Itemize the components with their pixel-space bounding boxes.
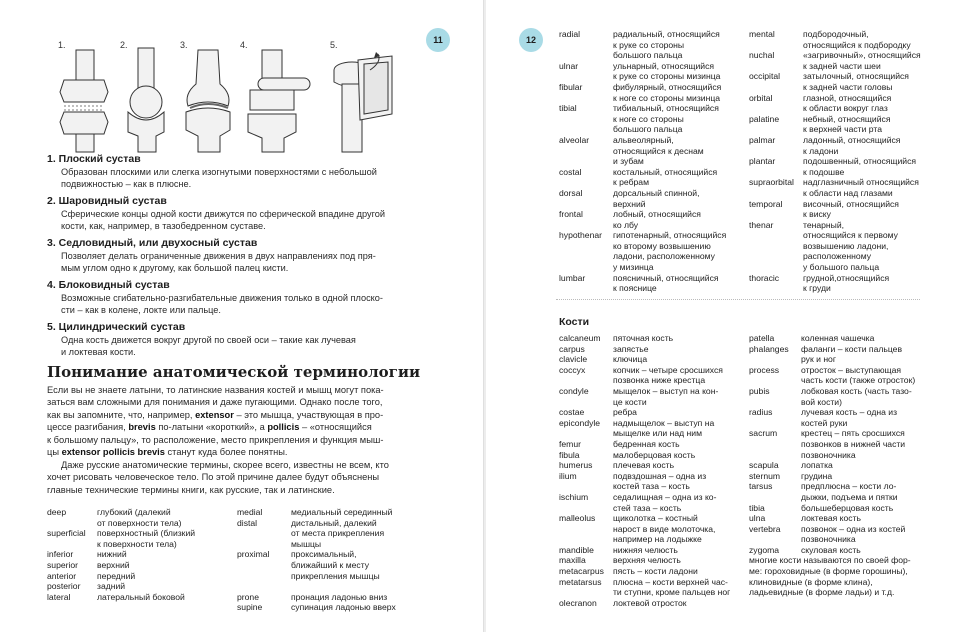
page-number-left: 11 [426, 28, 450, 52]
term-row [47, 560, 232, 571]
term-latin: temporal [749, 198, 783, 209]
term-definition: пронация ладонью вниз [291, 591, 388, 602]
term-pollicis: pollicis [267, 422, 300, 433]
term-latin: carpus [559, 343, 585, 354]
term-row [47, 507, 232, 528]
term-latin: zygoma [749, 544, 780, 555]
term-definition: малоберцовая кость [613, 449, 696, 460]
term-brevis: brevis [128, 422, 156, 433]
term-latin: condyle [559, 385, 589, 396]
term-definition: щиколотка – костный нарост в виде молоточка, например на лодыжке [613, 513, 716, 545]
term-latin: calcaneum [559, 333, 601, 343]
term-definition: задний [97, 581, 126, 592]
term-row [559, 577, 744, 598]
term-definition: копчик – четыре сросшихся позвонка ниже крестца [613, 364, 723, 386]
term-row [237, 602, 427, 613]
term-row [237, 549, 427, 581]
term-definition: лобковая кость (часть тазо- вой кости) [801, 385, 912, 407]
term-row [749, 386, 929, 407]
second-paragraph: Даже русские анатомические термины, скорее всего, известны не всем, кто хочет рисовать человеческое тело. По этой причине далее будут объяснены главные технические термины книги, как русские, так и латинские. [47, 460, 389, 495]
term-definition: ульнарный, относящийся к руке со стороны мизинца [613, 60, 721, 82]
term-latin: distal [237, 517, 258, 528]
joint-item [47, 194, 417, 232]
term-definition: нижний [97, 549, 127, 560]
intro-paragraph: Если вы не знаете латыни, то латинские названия костей и мышц могут пока- заться вам сложными для понимания и даже пугающими. Однако после того, как вы запомните, что, например, extensor – это мышца, участвующая в про- цессе разгибания, brevis по-латыни «короткий», а pollicis – «относящийся к большому пальцу», то расположение, место прикрепления и функция мыш- цы extensor pollicis brevis станут куда более понятны. [47, 385, 384, 458]
term-row [749, 344, 929, 365]
term-definition: гипотенарный, относящийся ко второму возвышению ладони, расположенному у мизинца [613, 230, 727, 273]
term-latin: orbital [749, 92, 773, 103]
term-row [749, 29, 924, 50]
term-latin: hypothenar [559, 230, 603, 241]
term-latin: metacarpus [559, 566, 604, 577]
left-page [0, 0, 484, 632]
saddle-joint-illustration [180, 40, 240, 155]
joint-description: Сферические концы одной кости движутся по сферической впадине другой кости, как, например, в тазобедренном суставе. [61, 209, 385, 231]
section-heading-terminology: Понимание анатомической терминологии [47, 363, 421, 381]
term-row [559, 135, 744, 167]
term-row [749, 135, 924, 156]
joint-title: 3. Седловидный, или двухосный сустав [47, 237, 258, 249]
term-row [559, 598, 744, 609]
term-definition: поясничный, относящийся к пояснице [613, 272, 719, 294]
term-row [559, 354, 744, 365]
term-latin: fibula [559, 449, 580, 460]
term-row [559, 418, 744, 439]
term-definition: костальный, относящийся к ребрам [613, 166, 718, 188]
figure-saddle-joint: 3. [180, 40, 240, 155]
figure-pivot-joint: 5. [330, 40, 400, 155]
term-definition: локтевая кость [801, 513, 862, 524]
term-definition: супинация ладонью вверх [291, 602, 396, 613]
term-latin: malleolus [559, 513, 596, 524]
term-definition: «загривочный», относящийся к задней части шеи [803, 50, 921, 71]
figure-plane-joint: 1. [58, 40, 113, 155]
term-latin: pubis [749, 385, 770, 396]
term-definition: плечевая кость [613, 460, 675, 471]
term-row [749, 513, 929, 524]
term-definition: надмыщелок – выступ на мыщелке или над ним [613, 417, 715, 439]
term-latin: deep [47, 507, 67, 517]
term-definition: дорсальный спинной, верхний [613, 187, 700, 209]
term-definition: верхняя челюсть [613, 555, 681, 566]
joint-item [47, 236, 417, 274]
term-row [559, 82, 744, 103]
figure-ball-joint: 2. [120, 40, 175, 155]
term-row [749, 50, 924, 71]
term-latin: palatine [749, 113, 780, 124]
term-definition: поверхностный (близкий к поверхности тела) [97, 528, 196, 549]
term-definition: большеберцовая кость [801, 502, 894, 513]
term-definition: лобный, относящийся ко лбу [613, 209, 701, 230]
term-latin: ischium [559, 491, 589, 502]
term-definition: лопатка [801, 460, 833, 471]
term-latin: prone [237, 591, 259, 602]
term-definition: глубокий (далекий от поверхности тела) [97, 507, 182, 528]
term-row [47, 592, 232, 603]
term-row [749, 503, 929, 514]
term-definition: передний [97, 570, 136, 581]
joint-description: Позволяет делать ограниченные движения в двух направлениях под пря- мым углом одно к другому, как большой палец кисти. [61, 251, 376, 273]
term-row [559, 273, 744, 294]
joint-item [47, 152, 417, 190]
term-definition: грудной,относящийся к груди [803, 272, 890, 294]
term-latin: inferior [47, 549, 74, 560]
term-row [559, 61, 744, 82]
term-row [749, 114, 924, 135]
term-definition: скуловая кость [801, 544, 861, 555]
term-latin: palmar [749, 134, 776, 145]
term-definition: пяточная кость [613, 333, 674, 343]
section-divider [556, 299, 920, 300]
term-latin: radius [749, 407, 773, 418]
term-row [47, 571, 232, 582]
term-definition: ключица [613, 354, 648, 365]
term-latin: occipital [749, 71, 781, 82]
term-latin: superior [47, 559, 79, 570]
term-latin: scapula [749, 460, 779, 471]
term-extensor-pollicis-brevis: extensor pollicis brevis [61, 447, 165, 458]
term-latin: radial [559, 29, 581, 39]
term-definition: латеральный боковой [97, 591, 185, 602]
term-row [559, 471, 744, 492]
term-latin: olecranon [559, 597, 597, 608]
term-definition: верхний [97, 559, 130, 570]
term-row [47, 549, 232, 560]
term-extensor: extensor [195, 409, 234, 420]
term-definition: альвеолярный, относящийся к деснам и зубам [613, 134, 704, 167]
term-latin: nuchal [749, 50, 775, 61]
term-definition: височный, относящийся к виску [803, 198, 899, 220]
term-row [559, 513, 744, 545]
term-row [559, 103, 744, 135]
bones-table-col1 [559, 333, 744, 608]
term-latin: supine [237, 602, 263, 613]
term-definition: запястье [613, 343, 649, 354]
term-definition: ладонный, относящийся к ладони [803, 134, 901, 156]
term-row [559, 209, 744, 230]
term-row [749, 156, 924, 177]
term-latin: mental [749, 29, 775, 39]
term-definition: тенарный, относящийся к первому возвышению ладони, расположенному у большого пальца [803, 219, 898, 273]
term-latin: fibular [559, 81, 583, 92]
term-latin: sacrum [749, 428, 778, 439]
term-row [749, 365, 929, 386]
term-latin: epicondyle [559, 417, 601, 428]
term-latin: frontal [559, 209, 583, 220]
joint-item [47, 278, 417, 316]
term-row [749, 177, 924, 198]
term-row [559, 460, 744, 471]
bones-table-col2 [749, 333, 929, 598]
term-row [559, 492, 744, 513]
term-definition: пясть – кости ладони [613, 566, 698, 577]
figure-hinge-joint: 4. [240, 40, 315, 155]
term-row [749, 428, 929, 460]
term-row [559, 386, 744, 407]
term-latin: phalanges [749, 343, 789, 354]
term-definition: бедренная кость [613, 438, 680, 449]
term-row [47, 581, 232, 592]
term-latin: lateral [47, 591, 71, 602]
term-latin: anterior [47, 570, 77, 581]
term-row [749, 71, 924, 92]
term-definition: седалищная – одна из ко- стей таза – кость [613, 491, 717, 513]
term-latin: sternum [749, 470, 781, 481]
term-latin: posterior [47, 581, 81, 592]
term-definition: отросток – выступающая часть кости (также отросток) [801, 364, 916, 386]
term-row [749, 524, 929, 545]
term-row [237, 507, 427, 518]
term-row [749, 93, 924, 114]
term-definition: фаланги – кости пальцев рук и ног [801, 343, 903, 365]
joint-description: Одна кость движется вокруг другой по своей оси – такие как лучевая и локтевая кости. [61, 335, 356, 357]
term-definition: локтевой отросток [613, 597, 687, 608]
hinge-joint-illustration [240, 40, 315, 155]
joint-item [47, 320, 417, 358]
term-definition: коленная чашечка [801, 333, 875, 343]
plane-joint-illustration [58, 40, 113, 155]
term-definition: ребра [613, 407, 637, 418]
term-definition: надглазничный относящийся к области над глазами [803, 177, 919, 198]
term-definition: затылочный, относящийся к задней части головы [803, 71, 909, 92]
term-latin: process [749, 364, 780, 375]
term-row [237, 581, 427, 592]
term-latin: ulna [749, 513, 766, 524]
term-latin: tibia [749, 502, 765, 513]
term-definition: грудина [801, 470, 833, 481]
term-latin: vertebra [749, 523, 781, 534]
term-definition: плюсна – кости верхней час- ти ступни, кроме пальцев ног [613, 576, 731, 598]
term-row [237, 518, 427, 550]
pivot-joint-illustration [330, 40, 400, 155]
term-definition: проксимальный, ближайший к месту прикрепления мышцы [291, 549, 380, 581]
term-row [559, 333, 744, 344]
term-latin: ilium [559, 470, 577, 481]
term-latin: patella [749, 333, 775, 343]
ball-joint-illustration [120, 40, 175, 155]
term-definition: подбородочный, относящийся к подбородку [803, 29, 911, 50]
joint-description: Возможные сгибательно-разгибательные движения только в одной плоско- сти – как в колене, локте или пальце. [61, 293, 383, 315]
term-definition: фибулярный, относящийся к ноге со стороны мизинца [613, 81, 722, 103]
terms-table-left-col2 [237, 507, 427, 613]
term-definition: подошвенный, относящийся к подошве [803, 156, 917, 177]
joint-types-list [47, 152, 417, 362]
term-latin: superficial [47, 528, 86, 539]
term-row [559, 29, 744, 61]
term-latin: dorsal [559, 187, 583, 198]
term-latin: maxilla [559, 555, 586, 566]
term-row [749, 333, 929, 344]
term-row [559, 230, 744, 272]
terms-table-right-col2 [749, 29, 924, 294]
term-latin: metatarsus [559, 576, 602, 587]
term-latin: tarsus [749, 481, 773, 492]
terms-table-right-col1 [559, 29, 744, 294]
term-latin: thenar [749, 219, 774, 230]
term-definition: многие кости называются по своей фор- ме: гороховидные (в форме горошины), клиновидные (в форме клина), ладьевидные (в форме ладьи) и т.д. [749, 555, 911, 598]
term-row [47, 528, 232, 549]
term-latin: thoracic [749, 272, 780, 283]
term-latin: lumbar [559, 272, 586, 283]
term-row [749, 460, 929, 471]
term-definition: лучевая кость – одна из костей руки [801, 407, 898, 428]
term-latin: plantar [749, 156, 776, 167]
term-row [559, 555, 744, 566]
term-row [559, 344, 744, 355]
term-row [559, 439, 744, 450]
term-latin: femur [559, 438, 581, 449]
joint-title: 5. Цилиндрический сустав [47, 321, 186, 333]
term-definition: глазной, относящийся к области вокруг глаз [803, 92, 892, 114]
term-latin: ulnar [559, 60, 579, 71]
term-row [749, 545, 929, 556]
term-latin: mandible [559, 544, 594, 555]
term-definition: медиальный серединный [291, 507, 393, 517]
term-definition: мыщелок – выступ на кон- це кости [613, 385, 719, 407]
bones-heading: Кости [559, 316, 590, 328]
term-latin: costae [559, 407, 585, 418]
term-row [559, 365, 744, 386]
term-row [749, 555, 929, 597]
term-latin: alveolar [559, 134, 590, 145]
term-row [559, 450, 744, 461]
term-row [559, 545, 744, 556]
term-definition: крестец – пять сросшихся позвонков в нижней части позвоночника [801, 428, 906, 460]
term-definition: нижняя челюсть [613, 544, 678, 555]
term-row [749, 407, 929, 428]
term-row [559, 566, 744, 577]
term-definition: дистальный, далекий от места прикрепления мышцы [291, 517, 385, 549]
term-latin: medial [237, 507, 263, 517]
term-latin: costal [559, 166, 582, 177]
terms-table-left-col1 [47, 507, 232, 602]
joint-title: 1. Плоский сустав [47, 153, 141, 165]
term-row [749, 199, 924, 220]
term-latin: proximal [237, 549, 270, 560]
term-row [749, 273, 924, 294]
term-row [237, 592, 427, 603]
term-latin: coccyx [559, 364, 586, 375]
joint-title: 2. Шаровидный сустав [47, 195, 167, 207]
term-definition: радиальный, относящийся к руке со стороны большого пальца [613, 29, 720, 61]
joint-description: Образован плоскими или слегка изогнутыми поверхностями с небольшой подвижностью – как в плюсне. [61, 167, 377, 189]
term-definition: предплюсна – кости ло- дыжки, подъема и пятки [801, 481, 898, 502]
term-row [559, 188, 744, 209]
joint-title: 4. Блоковидный сустав [47, 279, 170, 291]
term-row [559, 167, 744, 188]
term-latin: supraorbital [749, 177, 794, 188]
term-row [749, 471, 929, 482]
term-row [559, 407, 744, 418]
page-number-right: 12 [519, 28, 543, 52]
term-definition: позвонок – одна из костей позвоночника [801, 523, 906, 545]
term-latin: tibial [559, 103, 577, 114]
term-definition: небный, относящийся к верхней части рта [803, 113, 891, 135]
term-row [749, 220, 924, 273]
term-definition: тибиальный, относящийся к ноге со стороны большого пальца [613, 103, 719, 135]
term-latin: clavicle [559, 354, 588, 365]
term-row [749, 481, 929, 502]
term-latin: humerus [559, 460, 593, 471]
term-definition: подвздошная – одна из костей таза – кость [613, 470, 707, 492]
